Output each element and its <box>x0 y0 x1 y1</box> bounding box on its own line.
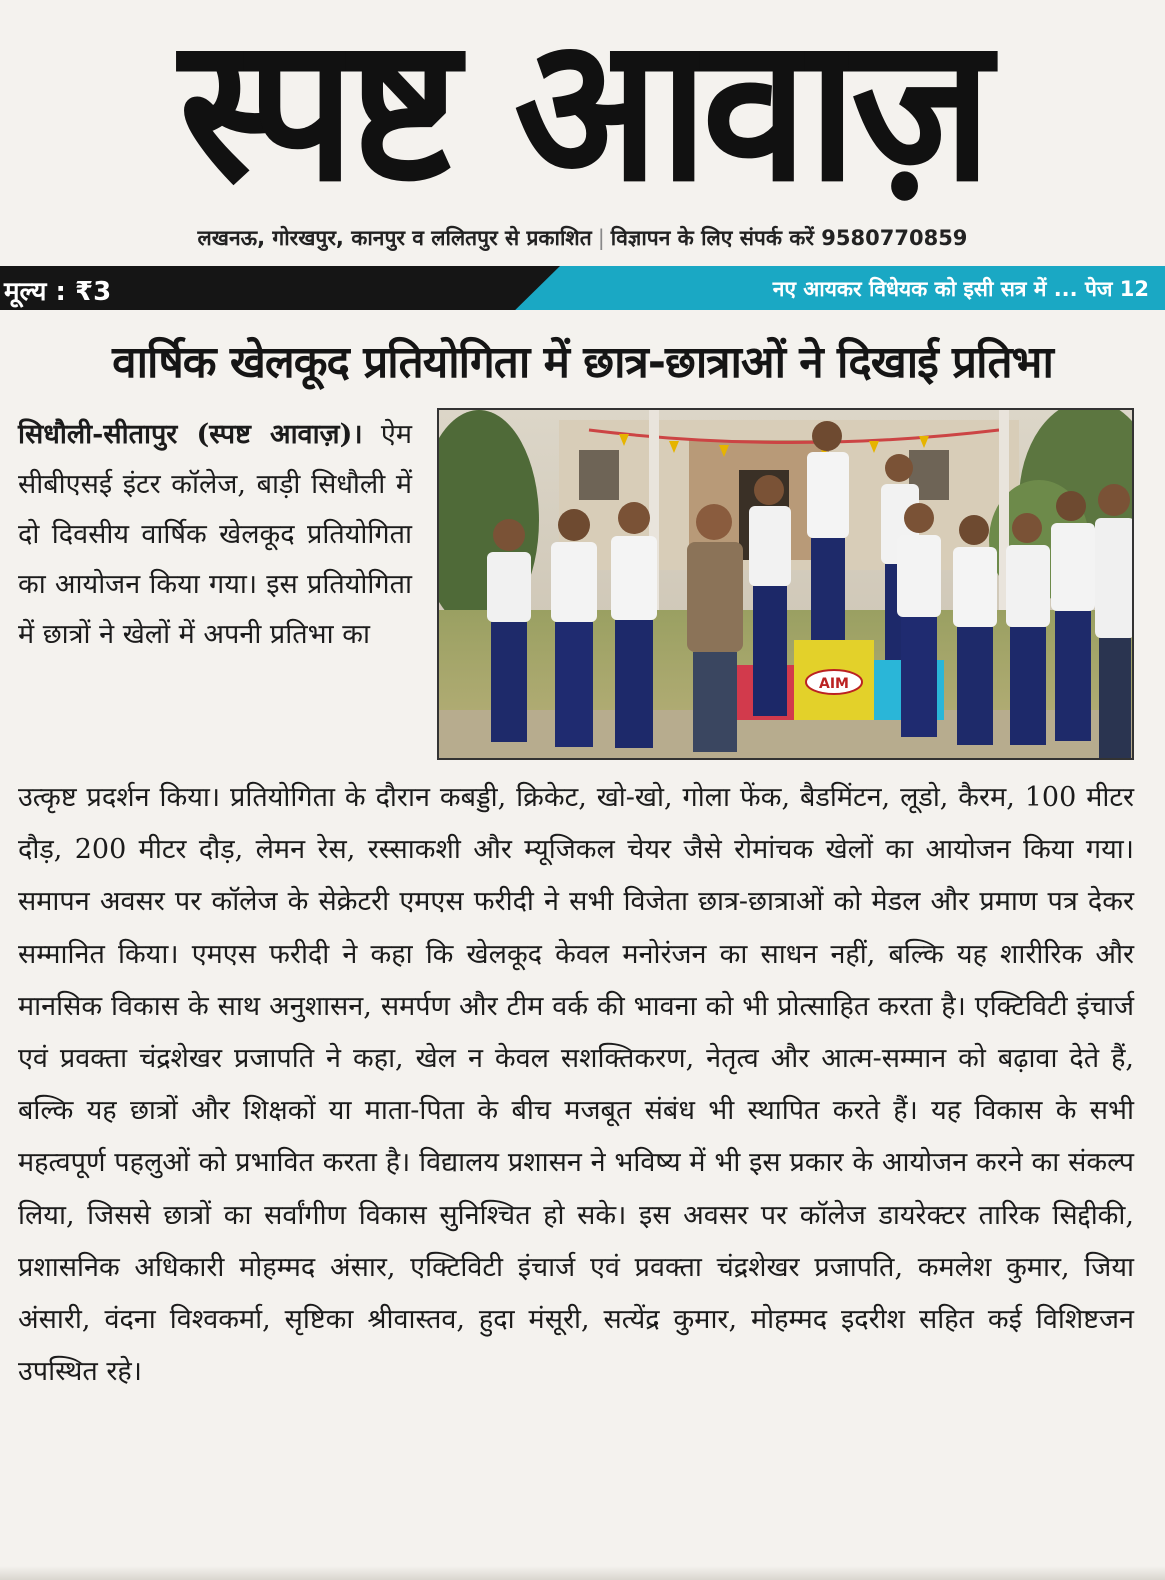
page-cut-edge <box>0 1566 1165 1580</box>
article-dateline: सिधौली-सीतापुर (स्पष्ट आवाज़)। <box>18 419 363 450</box>
published-from: लखनऊ, गोरखपुर, कानपुर व ललितपुर से प्रकाशित <box>197 226 592 250</box>
article-body: उत्कृष्ट प्रदर्शन किया। प्रतियोगिता के दौरान कबड्डी, क्रिकेट, खो-खो, गोला फेंक, बैडमिंटन, लूडो, कैरम, 100 मीटर दौड़, 200 मीटर दौड़, लेमन रेस, रस्साकशी और म्यूजिकल चेयर जैसे रोमांचक खेलों का आयोजन किया गया। समापन अवसर पर कॉलेज के सेक्रेटरी एमएस फरीदी ने सभी विजेता छात्र-छात्राओं को मेडल और प्रमाण पत्र देकर सम्मानित किया। एमएस फरीदी ने कहा कि खेलकूद केवल मनोरंजन का साधन नहीं, बल्कि यह शारीरिक और मानसिक विकास के साथ अनुशासन, समर्पण और टीम वर्क की भावना को भी प्रोत्साहित करता है। एक्टिविटी इंचार्ज एवं प्रवक्ता चंद्रशेखर प्रजापति ने कहा, खेल न केवल सशक्तिकरण, नेतृत्व और आत्म-सम्मान को बढ़ावा देते हैं, बल्कि यह छात्रों और शिक्षकों या माता-पिता के बीच मजबूत संबंध भी स्थापित करते हैं। यह विकास के सभी महत्वपूर्ण पहलुओं को प्रभावित करता है। विद्यालय प्रशासन ने भविष्य में भी इस प्रकार के आयोजन करने का संकल्प लिया, जिससे छात्रों का सर्वांगीण विकास सुनिश्चित हो सके। इस अवसर पर कॉलेज डायरेक्टर तारिक सिद्दीकी, प्रशासनिक अधिकारी मोहम्मद अंसार, एक्टिविटी इंचार्ज एवं प्रवक्ता चंद्रशेखर प्रजापति, कमलेश कुमार, जिया अंसारी, वंदना विश्वकर्मा, सृष्टिका श्रीवास्तव, हुदा मंसूरी, सत्येंद्र कुमार, मोहम्मद इदरीश सहित कई विशिष्टजन उपस्थित रहे। <box>18 782 1134 1388</box>
article-lead-column <box>18 410 412 660</box>
price-label: मूल्य : ₹3 <box>4 277 112 307</box>
price-band <box>0 266 1165 310</box>
info-separator: | <box>597 226 605 250</box>
newspaper-title: स्पष्ट आवाज़ <box>179 0 986 226</box>
ad-contact: विज्ञापन के लिए संपर्क करें 9580770859 <box>610 226 968 250</box>
page-teaser-link[interactable]: नए आयकर विधेयक को इसी सत्र में ... पेज 12 <box>772 277 1149 301</box>
article-photo <box>437 408 1134 760</box>
article-lead-text: ऐम सीबीएसई इंटर कॉलेज, बाड़ी सिधौली में दो दिवसीय वार्षिक खेलकूद प्रतियोगिता का आयोजन किया गया। इस प्रतियोगिता में छात्रों ने खेलों में अपनी प्रतिभा का <box>18 419 412 650</box>
masthead <box>0 0 1165 226</box>
article-headline: वार्षिक खेलकूद प्रतियोगिता में छात्र-छात्राओं ने दिखाई प्रतिभा <box>112 337 1053 388</box>
students-award-photo <box>439 410 1132 758</box>
podium-logo-text: AIM <box>819 676 849 692</box>
publication-info <box>0 224 1165 252</box>
